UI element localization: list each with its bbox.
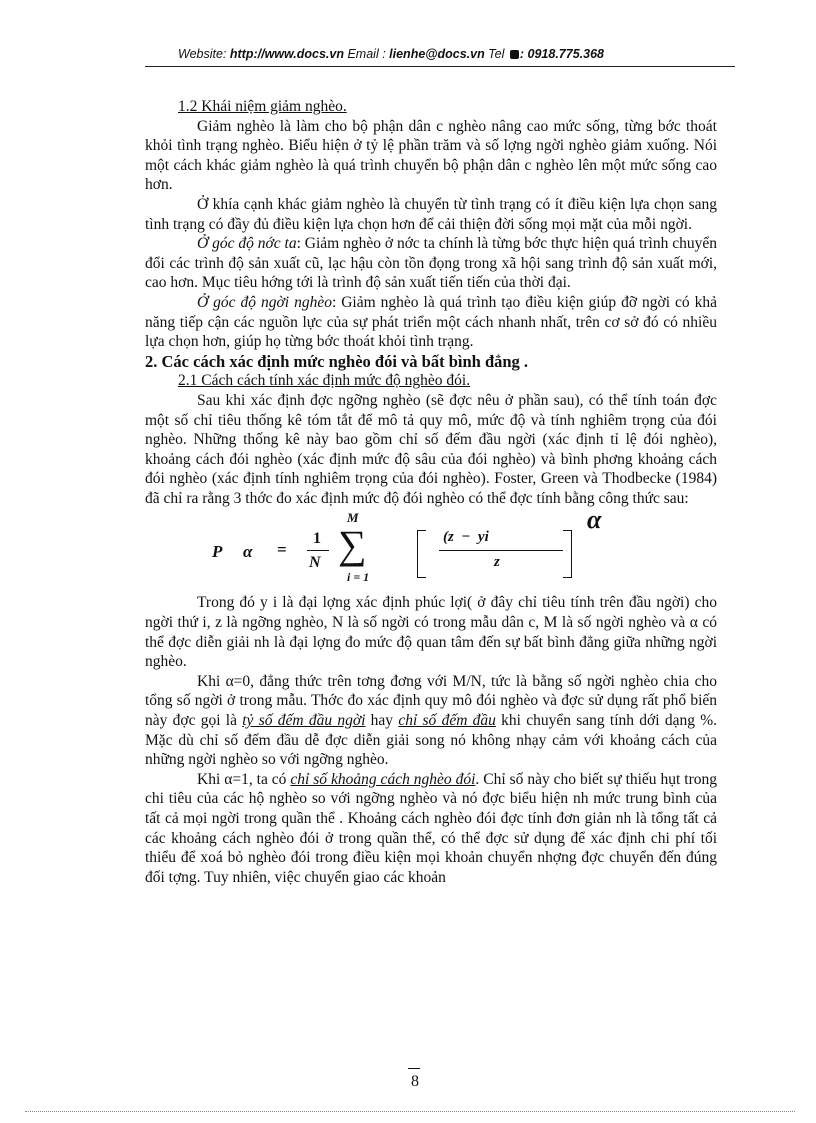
paragraph-text: : Giảm nghèo là quá trình tạo điều kiện giúp đỡ ngời có khả năng tiếp cận các nguồn lực của sự phát triển một cách nhanh nhất, trên cơ sở đó có nhiều lựa chọn hơn, giúp họ từng bớc thoát khỏi tình trạng. <box>145 293 717 351</box>
paragraph-text: Khi α=0, đẳng thức trên tơng đơng với M/N, tức là bằng số ngời nghèo chia cho tổng số ngời ở trong mẫu. Thớc đo xác định quy mô đói nghèo và đợc sử dụng rất phổ biến này đợc gọi là <box>145 672 717 730</box>
page-number: 8 <box>400 1073 430 1091</box>
paragraph-text: khi chuyển sang tính dới dạng %. Mặc dù chỉ số đếm đầu dễ đợc diễn giải song nó không nhạy cảm với khoảng cách của những ngời nghèo so với ngỡng nghèo. <box>145 712 717 769</box>
paragraph <box>145 234 717 293</box>
website-link[interactable]: http://www.docs.vn <box>229 47 344 61</box>
phone-number: : 0918.775.368 <box>519 47 604 61</box>
formula-denominator-n: N <box>309 554 321 572</box>
formula-alpha-exponent: α <box>587 505 602 535</box>
section-2-1-title: 2.1 Cách cách tính xác định mức độ nghèo đói. <box>178 372 471 390</box>
document-body <box>145 97 717 887</box>
fgt-formula <box>145 505 717 588</box>
sum-symbol: ∑ <box>338 522 367 568</box>
website-label: Website: <box>178 47 230 61</box>
footer-divider <box>25 1111 795 1112</box>
sum-upper-limit: M <box>347 510 359 526</box>
paragraph: Ở khía cạnh khác giảm nghèo là chuyển từ tình trạng có ít điều kiện lựa chọn sang tình trạng có đầy đủ điều kiện lựa chọn hơn để cải thiện đời sống mọi mặt của mỗi ngời. <box>145 195 717 233</box>
left-bracket <box>417 530 426 578</box>
paragraph: Giảm nghèo là làm cho bộ phận dân c nghèo nâng cao mức sống, từng bớc thoát khỏi tình trạng nghèo. Biểu hiện ở tỷ lệ phần trăm và số lợng ngời nghèo giảm xuống. Nói một cách khác giảm nghèo là quá trình chuyển bộ phận dân c nghèo lên một mức sống cao hơn. <box>145 117 717 194</box>
paragraph <box>145 672 717 770</box>
italic-lead: Ở góc độ nớc ta <box>197 235 297 253</box>
paragraph-text: hay <box>365 712 399 730</box>
paragraph-text: : Giảm nghèo ở nớc ta chính là từng bớc thực hiện quá trình chuyển đổi các trình độ sản xuất cũ, lạc hậu còn tồn đọng trong xã hội sang trình độ sản xuất mới, cao hơn. Mục tiêu hớng tới là trình độ sản xuất tiến tiến của thời đại. <box>145 235 717 292</box>
email-label: Email : <box>344 47 390 61</box>
phone-icon <box>510 50 519 59</box>
section-1-2-title: 1.2 Khái niệm giảm nghèo. <box>178 98 347 115</box>
term-headcount-index: chỉ số đếm đầu <box>398 712 496 730</box>
paragraph <box>145 293 717 352</box>
paragraph-text: Khi α=1, ta có <box>197 770 291 788</box>
header-divider <box>145 66 735 67</box>
tel-label: Tel <box>484 47 508 61</box>
italic-lead: Ở góc độ ngời nghèo <box>197 293 332 311</box>
fraction-bar <box>439 550 563 551</box>
term-headcount-ratio: tỷ số đếm đầu ngời <box>242 712 366 730</box>
formula-equals: = <box>277 540 287 560</box>
term-poverty-gap-index: chỉ số khoảng cách nghèo đói <box>290 770 476 788</box>
fraction-bar <box>307 550 329 551</box>
formula-numerator: (z − yi <box>443 529 489 546</box>
paragraph: Sau khi xác định đợc ngỡng nghèo (sẽ đợc nêu ở phần sau), có thể tính toán đợc một số chỉ tiêu thống kê tóm tắt để mô tả quy mô, mức độ và tính nghiêm trọng của đói nghèo. Những thống kê này bao gồm chỉ số đếm đầu ngời (xác định tỉ lệ đói nghèo), khoảng cách đói nghèo (xác định mức độ sâu của đói nghèo) và bình phơng khoảng cách đói nghèo (xác định tính nghiêm trọng của đói nghèo). Foster, Green và Thodbecke (1984) đã chỉ ra rằng 3 thớc đo xác định mức độ đói nghèo có thể đợc tính bằng công thức sau: <box>145 391 717 507</box>
sum-lower-limit: i = 1 <box>347 570 370 585</box>
formula-p: P <box>212 542 223 562</box>
formula-alpha-sub: α <box>243 542 253 562</box>
section-2-title: 2. Các cách xác định mức nghèo đói và bất bình đẳng . <box>145 351 529 371</box>
page-header <box>178 47 738 61</box>
email-link[interactable]: lienhe@docs.vn <box>389 47 485 61</box>
formula-denominator: z <box>494 554 500 571</box>
paragraph: Trong đó y i là đại lợng xác định phúc lợi( ở đây chỉ tiêu tính trên đầu ngời) cho ngời thứ i, z là ngỡng nghèo, N là số ngời có trong mẫu dân c, M là số ngời nghèo và α có thể đợc diễn giải nh là đại lợng đo mức độ quan tâm đến sự bất bình đẳng giữa những ngời nghèo. <box>145 594 717 671</box>
paragraph <box>145 770 717 888</box>
paragraph-text: . Chỉ số này cho biết sự thiếu hụt trong chi tiêu của các hộ nghèo so với ngỡng nghèo và nó đợc biểu hiện nh mức trung bình của tất cả mọi ngời trong quần thể . Khoảng cách nghèo đói đợc tính đơn giản nh là tổng tất cả các khoảng cách nghèo đói ở trong quần thể, có thể đợc sử dụng để xác định chi phí tối thiểu để xoá bỏ nghèo đói trong điều kiện mọi khoản chuyển nhợng đợc chuyển đến đúng đối tợng. Tuy nhiên, việc chuyển giao các khoản <box>145 770 717 886</box>
right-bracket <box>563 530 572 578</box>
formula-numerator-one: 1 <box>313 530 321 548</box>
